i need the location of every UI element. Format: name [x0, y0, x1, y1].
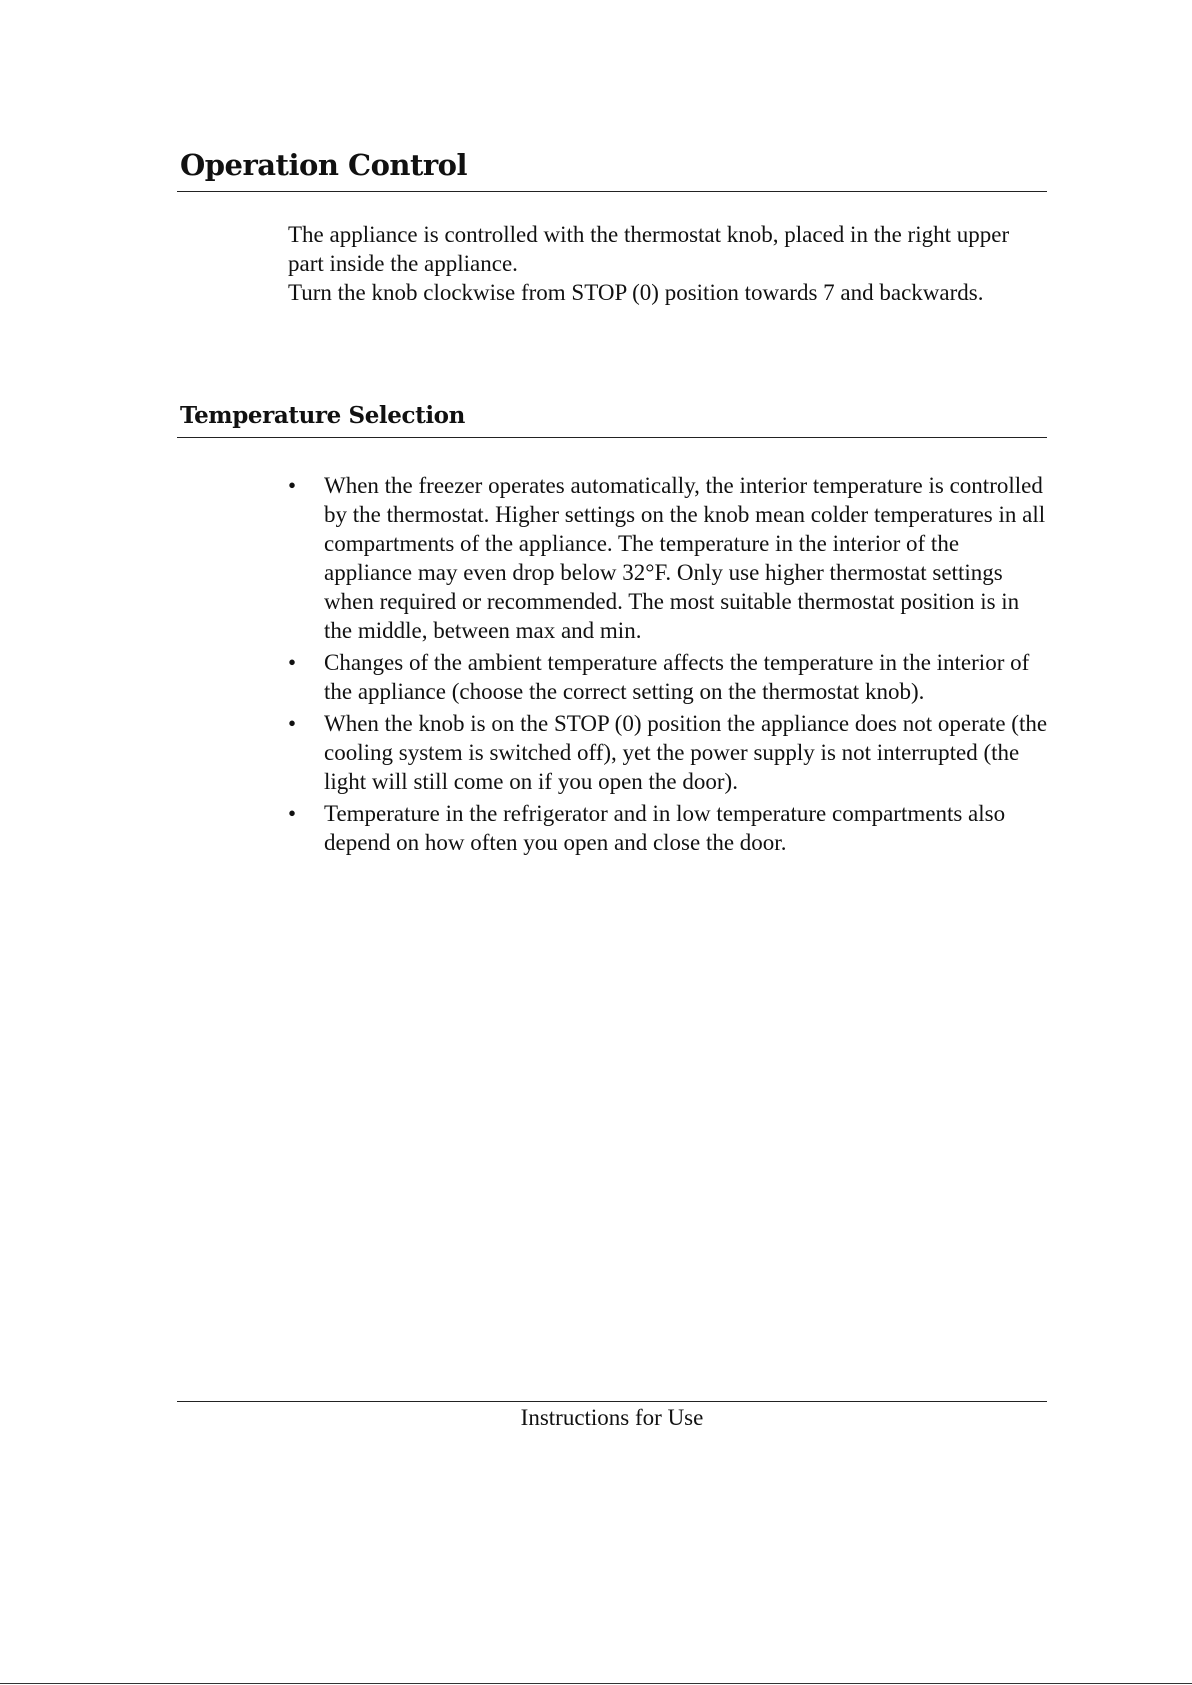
paragraph: Turn the knob clockwise from STOP (0) position towards 7 and backwards.	[288, 280, 984, 305]
list-item-text: When the knob is on the STOP (0) position the appliance does not operate (the cooling system is switched off), yet the power supply is not interrupted (the light will still come on if you open the door).	[324, 711, 1048, 794]
bullet-marker: •	[288, 473, 297, 498]
list-item-text: Temperature in the refrigerator and in low temperature compartments also depend on how often you open and close the door.	[324, 801, 1006, 855]
footer-divider	[177, 1401, 1047, 1402]
bullet-marker: •	[288, 650, 297, 675]
bullet-marker: •	[288, 801, 297, 826]
bullet-marker: •	[288, 711, 297, 736]
list-item-text: When the freezer operates automatically, the interior temperature is controlled by the thermostat. Higher settings on the knob mean colder temperatures in all compartments of the appliance. The temperature in the interior of the appliance may even drop below 32°F. Only use higher thermostat settings when required or recommended. The most suitable thermostat position is in the middle, between max and min.	[324, 473, 1046, 643]
section-title-temperature-selection: Temperature Selection	[180, 402, 465, 429]
section-divider	[177, 191, 1047, 192]
list-item	[288, 648, 1048, 706]
temperature-bullet-list	[288, 471, 1048, 860]
section-title-operation-control: Operation Control	[180, 148, 468, 182]
list-item	[288, 471, 1048, 645]
page-edge	[0, 1683, 1192, 1684]
list-item-text: Changes of the ambient temperature affects the temperature in the interior of the appliance (choose the correct setting on the thermostat knob).	[324, 650, 1030, 704]
page-footer: Instructions for Use	[520, 1405, 704, 1430]
section-divider	[177, 437, 1047, 438]
list-item	[288, 709, 1048, 796]
list-item	[288, 799, 1048, 857]
paragraph: The appliance is controlled with the thermostat knob, placed in the right upper part inside the appliance.	[288, 222, 1010, 276]
operation-control-text	[288, 220, 1048, 307]
